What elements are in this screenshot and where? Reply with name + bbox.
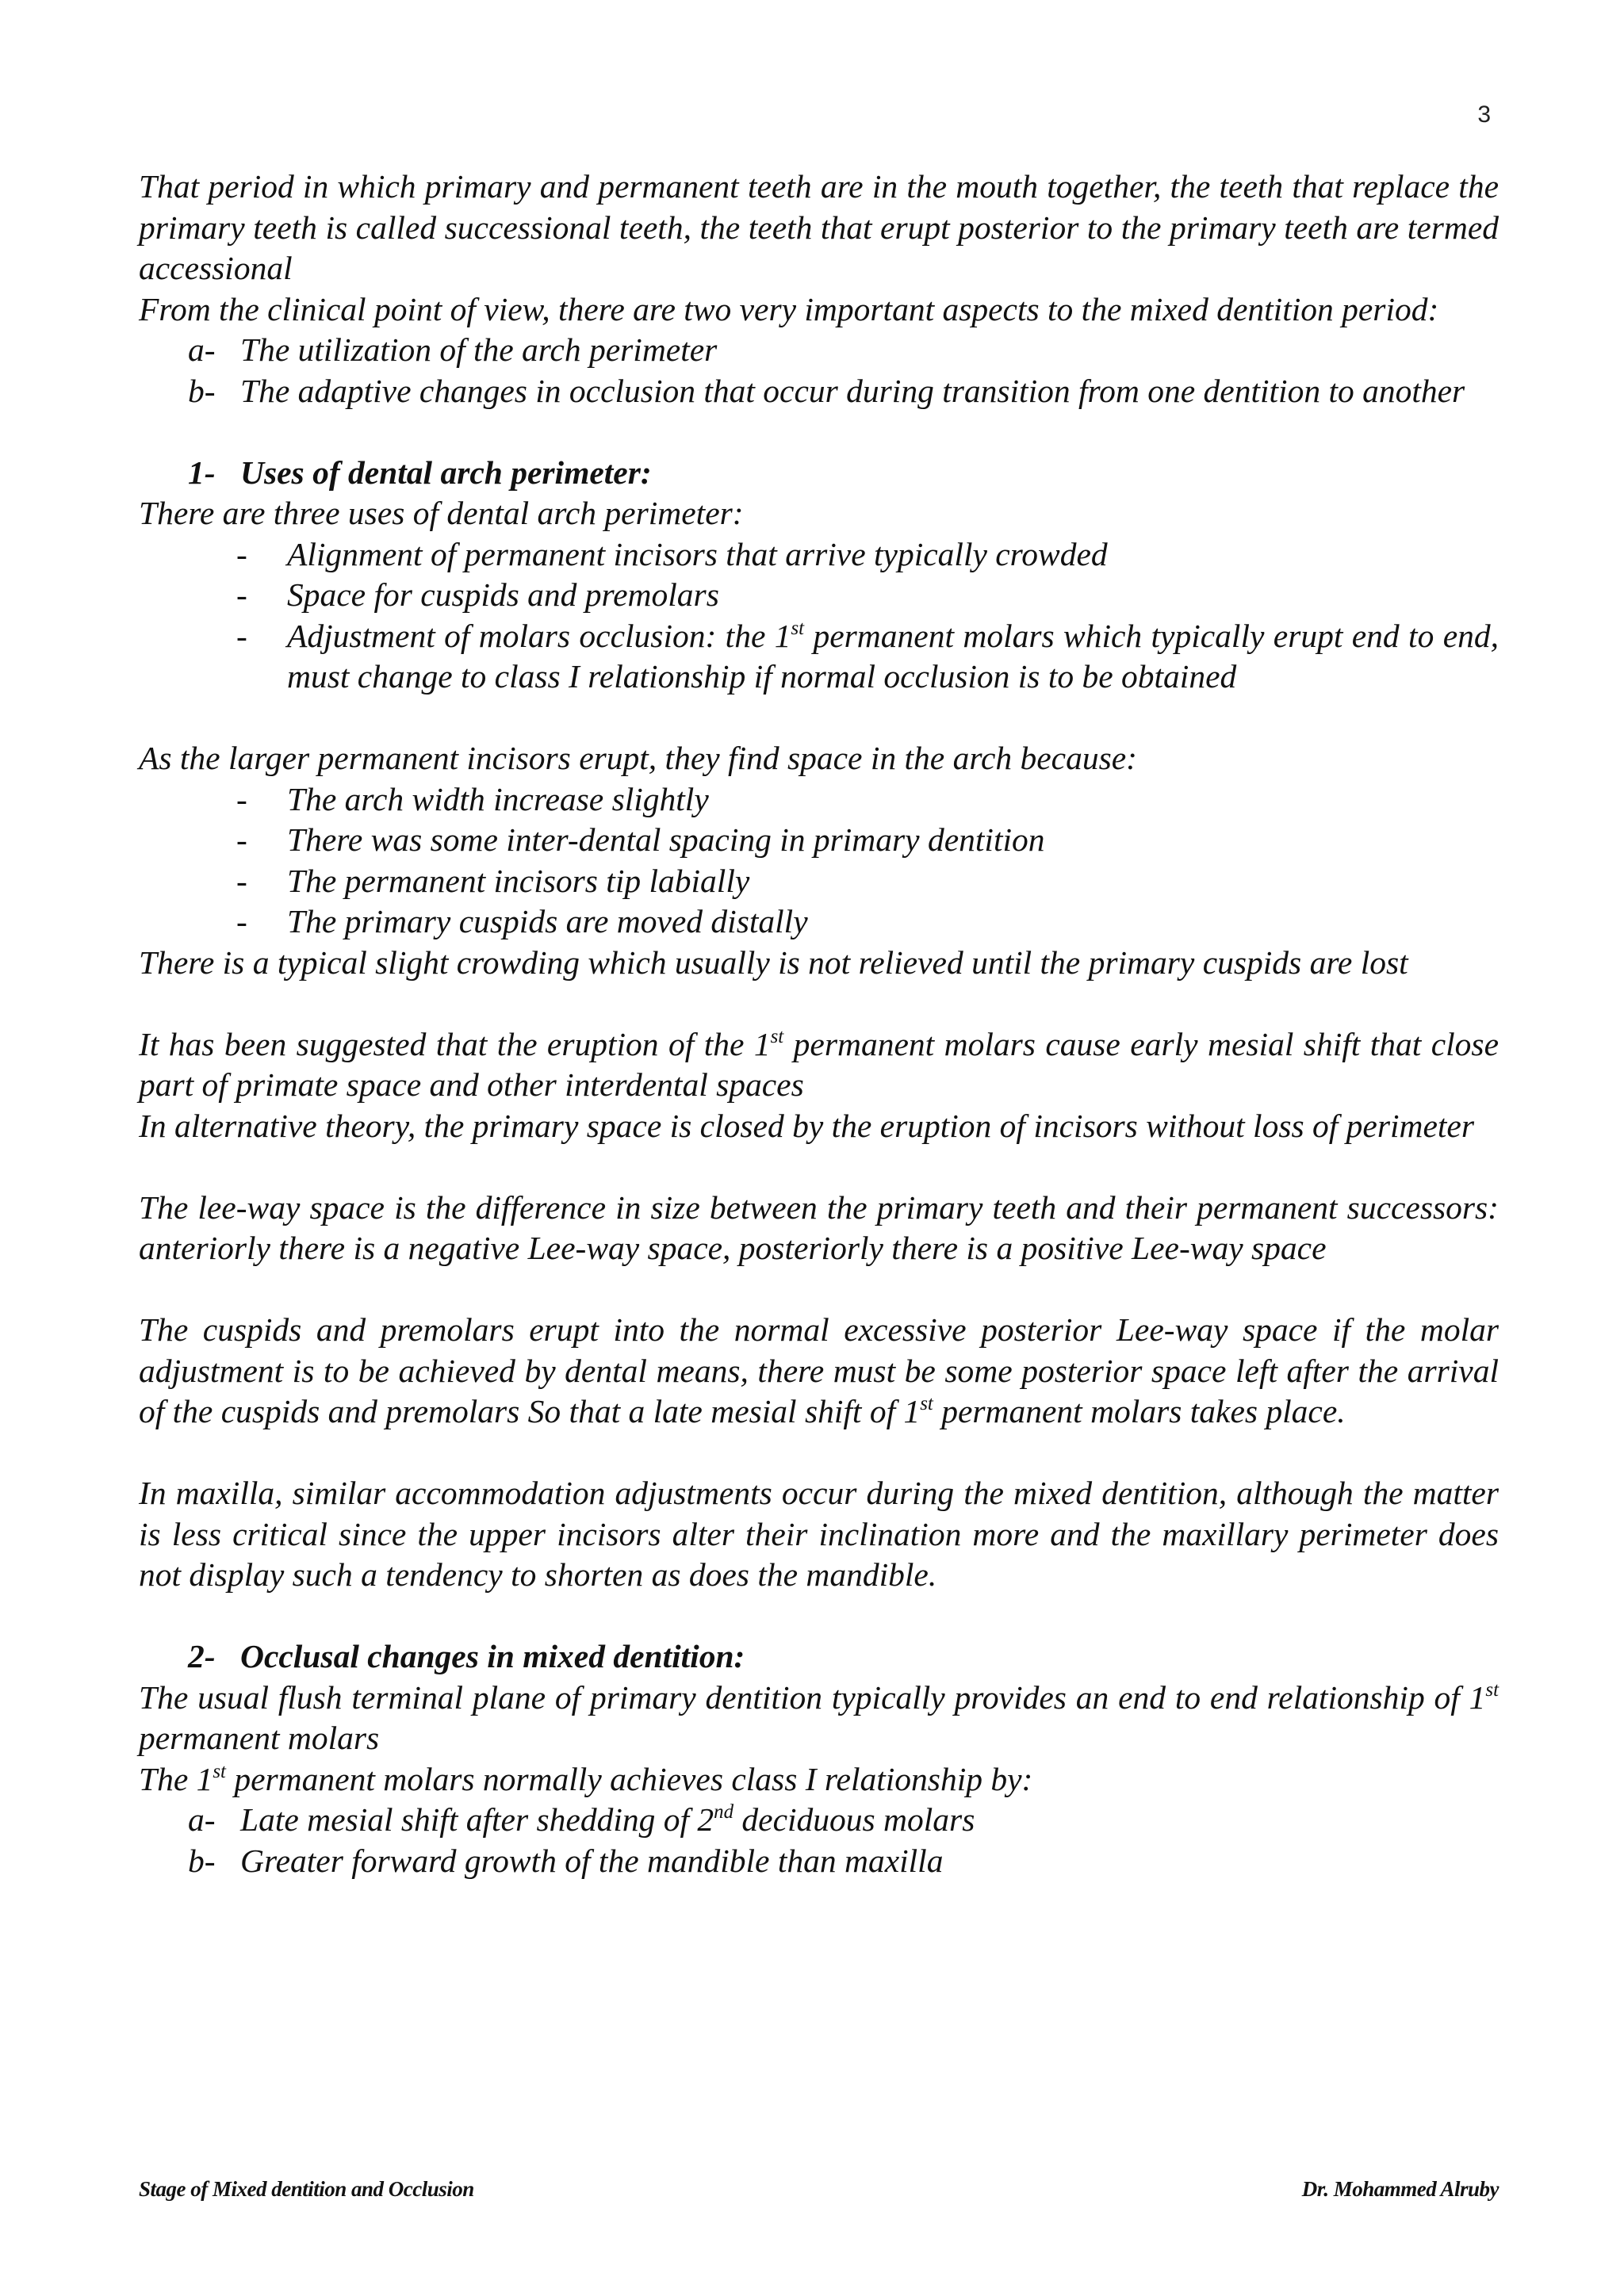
list-item bbox=[188, 1800, 1499, 1841]
section-title: Uses of dental arch perimeter: bbox=[240, 453, 652, 491]
list-item-text: Adjustment of molars occlusion: the 1st permanent molars which typically erupt end to end, must change to class I relationship if normal occlusion is to be obtained bbox=[287, 617, 1499, 695]
list-item bbox=[236, 901, 1499, 943]
list-item bbox=[188, 1841, 1499, 1882]
space-intro: As the larger permanent incisors erupt, they find space in the arch because: bbox=[139, 740, 1137, 776]
list-item-text: The utilization of the arch perimeter bbox=[240, 331, 718, 368]
list-item bbox=[236, 534, 1499, 576]
list-marker: - bbox=[236, 535, 247, 572]
list-item-text: The arch width increase slightly bbox=[287, 780, 709, 817]
aspects-list bbox=[139, 330, 1499, 411]
page-number: 3 bbox=[1477, 101, 1491, 128]
intro-paragraph: That period in which primary and permanent teeth are in the mouth together, the teeth that replace the primary teeth is called successional teeth, the teeth that erupt posterior to the primary teeth are termed accessional bbox=[139, 168, 1499, 286]
list-marker: a- bbox=[188, 331, 216, 368]
list-item-text: The primary cuspids are moved distally bbox=[287, 903, 808, 939]
maxilla-paragraph: In maxilla, similar accommodation adjustments occur during the mixed dentition, although the matter is less critical since the upper incisors alter their inclination more and the maxillary perimeter does not display such a tendency to shorten as does the mandible. bbox=[139, 1475, 1499, 1593]
class-one-list bbox=[139, 1800, 1499, 1881]
list-item bbox=[188, 330, 1499, 371]
list-item bbox=[236, 820, 1499, 861]
list-item-text: There was some inter-dental spacing in primary dentition bbox=[287, 821, 1045, 858]
footer-author: Dr. Mohammed Alruby bbox=[1301, 2177, 1499, 2201]
list-item bbox=[188, 371, 1499, 412]
list-marker: - bbox=[236, 780, 247, 817]
list-marker: a- bbox=[188, 1801, 216, 1838]
uses-list bbox=[139, 534, 1499, 698]
list-item bbox=[236, 861, 1499, 902]
section-heading-2 bbox=[139, 1636, 1499, 1678]
list-marker: - bbox=[236, 862, 247, 899]
terminal-plane-paragraph: The usual flush terminal plane of primary dentition typically provides an end to end relationship of 1st permanent molars bbox=[139, 1678, 1499, 1756]
space-reasons-list bbox=[139, 779, 1499, 943]
list-marker: - bbox=[236, 576, 247, 613]
section-number: 1- bbox=[188, 453, 216, 491]
list-item-text: Space for cuspids and premolars bbox=[287, 576, 719, 613]
list-item-text: The adaptive changes in occlusion that occur during transition from one dentition to another bbox=[240, 372, 1465, 409]
crowding-paragraph: There is a typical slight crowding which usually is not relieved until the primary cuspids are lost bbox=[139, 943, 1408, 981]
list-marker: b- bbox=[188, 1842, 216, 1879]
leeway-paragraph: The lee-way space is the difference in size between the primary teeth and their permanent successors: anteriorly there is a negative Lee-way space, posteriorly there is a positive Lee-way space bbox=[139, 1188, 1499, 1266]
list-item-text: The permanent incisors tip labially bbox=[287, 862, 750, 899]
list-marker: b- bbox=[188, 372, 216, 409]
section-title: Occlusal changes in mixed dentition: bbox=[240, 1638, 745, 1674]
clinical-aspects-paragraph: From the clinical point of view, there are two very important aspects to the mixed dentition period: bbox=[139, 290, 1439, 327]
list-item-text: Alignment of permanent incisors that arrive typically crowded bbox=[287, 535, 1108, 572]
list-item-text: Greater forward growth of the mandible than maxilla bbox=[240, 1842, 944, 1879]
class-one-paragraph: The 1st permanent molars normally achieves class I relationship by: bbox=[139, 1760, 1033, 1797]
cuspids-paragraph: The cuspids and premolars erupt into the normal excessive posterior Lee-way space if the molar adjustment is to be achieved by dental means, there must be some posterior space left after the arrival of the cuspids and premolars So that a late mesial shift of 1st permanent molars takes place. bbox=[139, 1311, 1499, 1429]
list-item-text: Late mesial shift after shedding of 2nd deciduous molars bbox=[240, 1800, 975, 1838]
list-marker: - bbox=[236, 903, 247, 939]
list-item bbox=[236, 575, 1499, 616]
list-item bbox=[236, 779, 1499, 821]
mesial-shift-paragraph: It has been suggested that the eruption of the 1st permanent molars cause early mesial shift that close part of primate space and other interdental spaces bbox=[139, 1025, 1499, 1103]
list-marker: - bbox=[236, 821, 247, 858]
section-heading-1 bbox=[139, 453, 1499, 494]
alternative-theory-paragraph: In alternative theory, the primary space is closed by the eruption of incisors without loss of perimeter bbox=[139, 1107, 1474, 1144]
list-item bbox=[236, 616, 1499, 698]
page-footer bbox=[139, 2177, 1499, 2202]
document-body bbox=[139, 166, 1499, 1881]
list-marker: - bbox=[236, 617, 247, 654]
uses-intro: There are three uses of dental arch perimeter: bbox=[139, 495, 744, 531]
section-number: 2- bbox=[188, 1638, 216, 1674]
footer-title: Stage of Mixed dentition and Occlusion bbox=[139, 2177, 474, 2201]
